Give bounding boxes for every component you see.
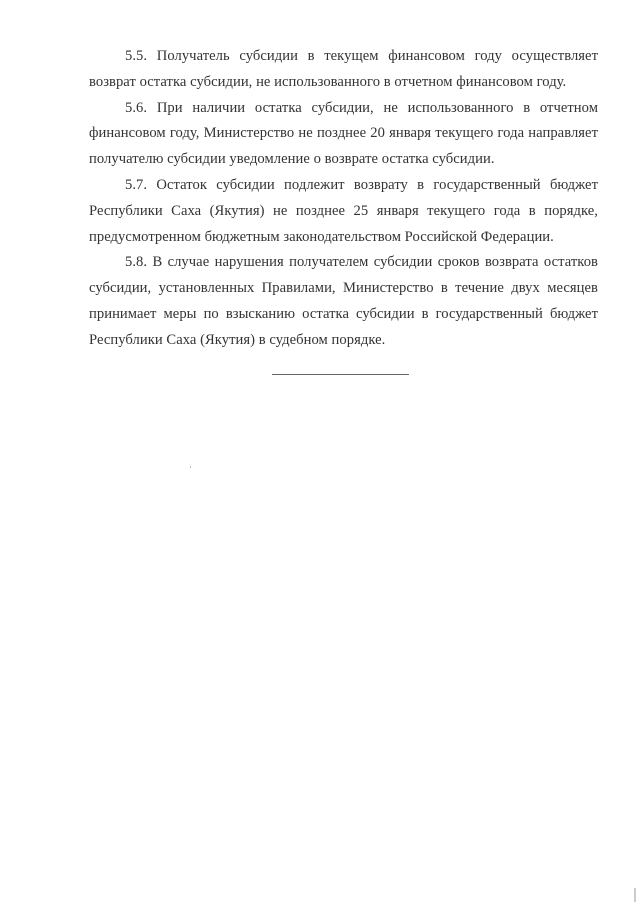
paragraph-5-8: 5.8. В случае нарушения получателем субсидии сроков возврата остатков субсидии, установленных Правилами, Министерство в течение двух месяцев принимает меры по взысканию остатка субсидии в государственный бюджет Республики Саха (Якутия) в судебном порядке. [89,254,598,348]
scan-edge-mark [634,888,636,902]
paragraph-5-7: 5.7. Остаток субсидии подлежит возврату в государственный бюджет Республики Саха (Якутия) не позднее 25 января текущего года в порядке, предусмотренном бюджетным законодательством Российской Федерации. [89,176,598,245]
paragraph-5-6: 5.6. При наличии остатка субсидии, не использованного в отчетном финансовом году, Министерство не позднее 20 января текущего года направляет получателю субсидии уведомление о возврате остатка субсидии. [89,99,598,168]
document-body [89,44,598,354]
paragraph-5-5: 5.5. Получатель субсидии в текущем финансовом году осуществляет возврат остатка субсидии, не использованного в отчетном финансовом году. [89,48,598,90]
scan-speck [190,466,191,468]
end-separator-line [272,374,409,375]
